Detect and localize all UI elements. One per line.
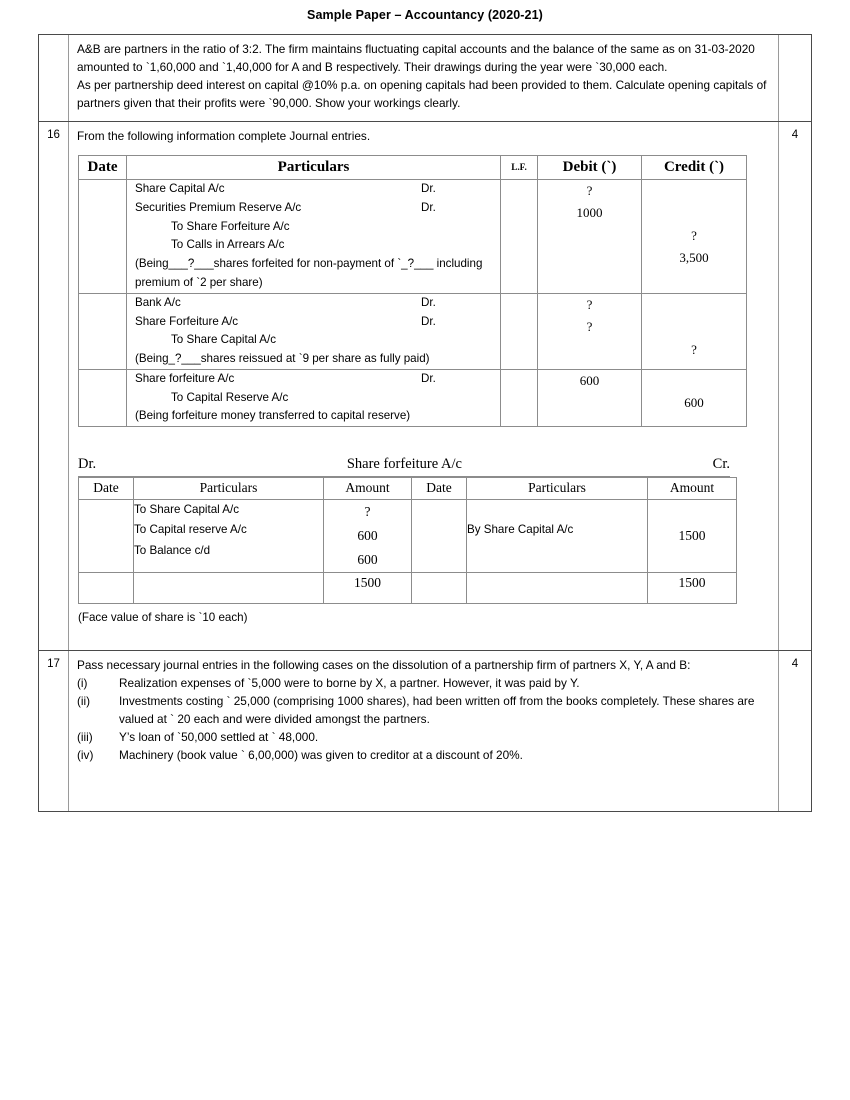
spacer	[77, 765, 770, 803]
amount-spacer	[538, 225, 641, 247]
journal-entry-line: To Calls in Arrears A/c	[171, 238, 285, 252]
journal-entry-row	[79, 369, 747, 426]
spacer	[78, 626, 730, 642]
amount-value: 3,500	[679, 250, 709, 266]
question-frame	[38, 34, 812, 812]
ledger-right-amount: 1500	[678, 527, 706, 543]
ledger-col-right-amount: Amount	[648, 478, 737, 500]
ledger-cell-left-date	[79, 499, 134, 572]
journal-cell-lf	[501, 293, 538, 369]
journal-cell-credit	[642, 369, 747, 426]
question-row-continuation	[39, 35, 811, 122]
ledger-cell-right-particulars	[467, 499, 648, 572]
journal-entry-line: To Share Forfeiture A/c	[171, 219, 290, 233]
ledger-col-right-date: Date	[412, 478, 467, 500]
ledger-section	[78, 453, 730, 642]
journal-table-head	[79, 155, 747, 180]
journal-cell-particulars	[127, 180, 501, 294]
ledger-col-right-particulars: Particulars	[467, 478, 648, 500]
question-16-prompt: From the following information complete Journal entries.	[77, 128, 371, 143]
amount-spacer	[538, 247, 641, 269]
amount-value: ?	[586, 183, 593, 199]
journal-col-debit: Debit (`)	[538, 155, 642, 180]
ledger-face-value-note: (Face value of share is `10 each)	[78, 610, 248, 624]
ledger-total-right-amount: 1500	[648, 572, 737, 603]
ledger-table-head	[79, 478, 737, 500]
ledger-total-right-particulars	[467, 572, 648, 603]
journal-entry-line: Share forfeiture A/c Dr.	[127, 370, 500, 389]
ledger-total-left-particulars	[134, 572, 324, 603]
amount-spacer	[642, 202, 746, 224]
journal-table	[78, 155, 747, 428]
item-label: (ii)	[77, 694, 91, 709]
ledger-table	[78, 477, 737, 604]
ledger-cell-left-amount	[324, 499, 412, 572]
journal-cell-credit	[642, 293, 747, 369]
spacer	[648, 500, 736, 524]
question-17-item	[77, 747, 770, 765]
ledger-total-right-date	[412, 572, 467, 603]
question-marks	[778, 35, 811, 121]
item-text: Y’s loan of `50,000 settled at ` 48,000.	[119, 730, 319, 745]
question-17-item	[77, 729, 770, 747]
amount-value: ?	[691, 227, 697, 243]
question-number-16: 16	[39, 122, 69, 651]
item-label: (i)	[77, 676, 88, 691]
item-label: (iv)	[77, 748, 94, 763]
journal-entry-line: Share Capital A/c Dr.	[127, 180, 500, 199]
ledger-cell-right-amount	[648, 499, 737, 572]
journal-cell-debit	[538, 180, 642, 294]
journal-cell-particulars	[127, 293, 501, 369]
journal-entry-row	[79, 293, 747, 369]
journal-cell-lf	[501, 369, 538, 426]
question-body-16	[69, 122, 778, 651]
journal-col-credit: Credit (`)	[642, 155, 747, 180]
journal-entry-row	[79, 180, 747, 294]
question-17-intro: Pass necessary journal entries in the following cases on the dissolution of a partnership firm of partners X, Y, A and B:	[77, 658, 691, 673]
journal-cell-date	[79, 369, 127, 426]
ledger-left-amount: 600	[357, 551, 378, 567]
ledger-left-amount: 600	[357, 527, 378, 543]
ledger-left-entry: To Share Capital A/c	[134, 502, 240, 516]
ledger-cell-right-date	[412, 499, 467, 572]
question-body	[69, 35, 778, 121]
ledger-right-entry: By Share Capital A/c	[467, 523, 574, 537]
journal-dr-marker: Dr.	[421, 182, 436, 196]
ledger-left-entry: To Balance c/d	[134, 544, 211, 558]
ledger-header-row	[79, 478, 737, 500]
question-16-marks: 4	[778, 122, 811, 651]
ledger-total-row	[79, 572, 737, 603]
journal-narration: (Being forfeiture money transferred to capital reserve)	[135, 409, 411, 423]
amount-spacer	[642, 294, 746, 316]
item-text: Investments costing ` 25,000 (comprising 1000 shares), had been written off from the books completely. These shares are valued at ` 20 each and were divided amongst the partners.	[119, 694, 755, 727]
question-17-item	[77, 693, 770, 729]
amount-spacer	[642, 180, 746, 202]
amount-value: ?	[586, 296, 593, 312]
journal-cell-date	[79, 293, 127, 369]
amount-spacer	[538, 392, 641, 414]
item-text: Realization expenses of `5,000 were to borne by X, a partner. However, it was paid by Y.	[119, 676, 580, 691]
ledger-col-left-date: Date	[79, 478, 134, 500]
ledger-left-amount: ?	[364, 503, 371, 519]
amount-spacer	[642, 316, 746, 338]
question-17-item-list	[77, 675, 770, 765]
journal-cell-date	[79, 180, 127, 294]
journal-dr-marker: Dr.	[421, 295, 436, 309]
ledger-header-line	[78, 453, 730, 477]
amount-value: 1000	[576, 205, 603, 221]
journal-entry-line: Securities Premium Reserve A/c Dr.	[127, 199, 500, 218]
page-title: Sample Paper – Accountancy (2020-21)	[307, 8, 543, 22]
item-label: (iii)	[77, 730, 93, 745]
ledger-left-entry: To Capital reserve A/c	[134, 523, 247, 537]
ledger-cell-left-particulars	[134, 499, 324, 572]
question-number-17: 17	[39, 651, 69, 811]
journal-cell-credit	[642, 180, 747, 294]
journal-col-particulars: Particulars	[127, 155, 501, 180]
question-paragraph: As per partnership deed interest on capital @10% p.a. on opening capitals had been provided to them. Calculate opening capitals of partners given that their profits were `90,000. Show your workings clearly.	[77, 77, 767, 110]
journal-cell-debit	[538, 369, 642, 426]
journal-entry-line: Share Forfeiture A/c Dr.	[127, 313, 500, 332]
ledger-total-left-amount: 1500	[324, 572, 412, 603]
journal-cell-lf	[501, 180, 538, 294]
journal-narration: (Being_?___shares reissued at `9 per share as fully paid)	[135, 352, 430, 366]
journal-table-body	[79, 180, 747, 427]
journal-dr-marker: Dr.	[421, 314, 436, 328]
question-17-marks: 4	[778, 651, 811, 811]
journal-entry-line: To Capital Reserve A/c	[171, 390, 289, 404]
ledger-dr-label: Dr.	[78, 456, 97, 473]
journal-header-row	[79, 155, 747, 180]
ledger-title: Share forfeiture A/c	[346, 456, 462, 473]
journal-cell-debit	[538, 293, 642, 369]
question-17-item	[77, 675, 770, 693]
question-paragraph: A&B are partners in the ratio of 3:2. The firm maintains fluctuating capital accounts and the balance of the same as on 31-03-2020 amounted to `1,60,000 and `1,40,000 for A and B respectively. Their drawings during the year were `30,000 each.	[77, 42, 755, 74]
item-text: Machinery (book value ` 6,00,000) was given to creditor at a discount of 20%.	[119, 748, 523, 763]
amount-value: 600	[684, 395, 704, 411]
question-row-17	[39, 651, 811, 811]
question-row-16	[39, 122, 811, 652]
journal-col-lf: L.F.	[501, 155, 538, 180]
question-body-17	[69, 651, 778, 811]
amount-value: ?	[586, 319, 593, 335]
journal-dr-marker: Dr.	[421, 200, 436, 214]
amount-value: ?	[691, 341, 697, 357]
ledger-col-left-amount: Amount	[324, 478, 412, 500]
amount-spacer	[538, 339, 641, 361]
amount-spacer	[642, 370, 746, 392]
journal-entry-line: Bank A/c Dr.	[127, 294, 500, 313]
ledger-total-left-date	[79, 572, 134, 603]
journal-dr-marker: Dr.	[421, 371, 436, 385]
question-number	[39, 35, 69, 121]
ledger-cr-label: Cr.	[712, 456, 730, 473]
amount-value: 600	[579, 372, 600, 388]
ledger-col-left-particulars: Particulars	[134, 478, 324, 500]
journal-cell-particulars	[127, 369, 501, 426]
ledger-entry-row	[79, 499, 737, 572]
journal-entry-line: To Share Capital A/c	[171, 333, 277, 347]
ledger-table-body	[79, 499, 737, 603]
spacer	[467, 500, 647, 521]
journal-narration: (Being___?___shares forfeited for non-payment of `_?___ including premium of `2 per share)	[135, 257, 483, 290]
journal-col-date: Date	[79, 155, 127, 180]
